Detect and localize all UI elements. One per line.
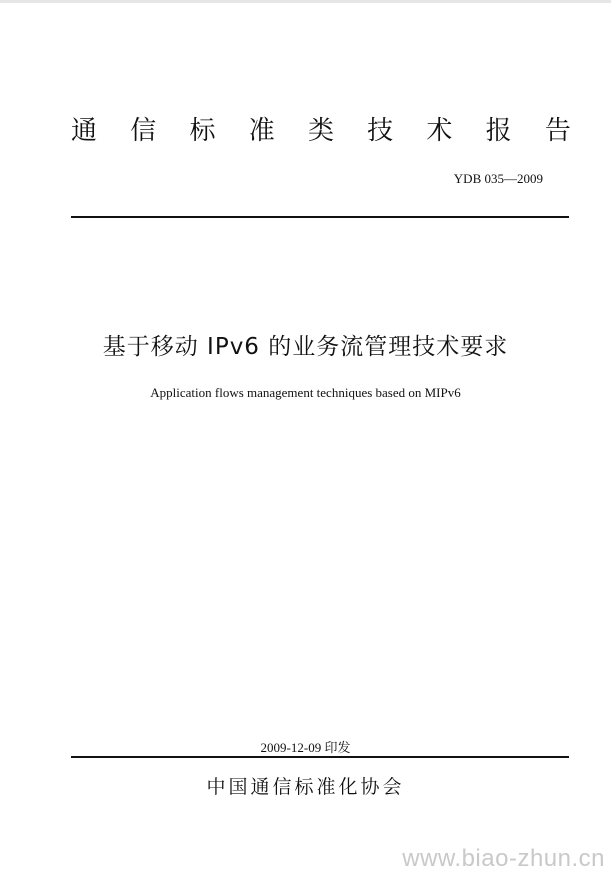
site-watermark: www.biao-zhun.cn (402, 845, 605, 872)
report-type-char: 告 (544, 116, 571, 146)
report-type-char: 信 (130, 116, 157, 146)
report-type-char: 术 (426, 116, 453, 146)
issuing-organization: 中国通信标准化协会 (206, 776, 405, 798)
document-title-chinese: 基于移动 IPv6 的业务流管理技术要求 (102, 334, 509, 360)
report-type-char: 准 (248, 116, 275, 146)
issue-date: 2009-12-09 印发 (260, 740, 351, 755)
page-top-border (0, 0, 611, 3)
document-number: YDB 035—2009 (453, 171, 543, 186)
document-title-english: Application flows management techniques based on MIPv6 (150, 385, 461, 400)
header-divider (71, 216, 569, 218)
report-type-char: 技 (367, 116, 394, 146)
report-type-char: 报 (485, 116, 512, 146)
report-type-char: 通 (71, 116, 98, 146)
report-type-char: 标 (189, 116, 216, 146)
report-type-char: 类 (307, 116, 334, 146)
report-type-heading (71, 113, 571, 149)
footer-divider (71, 756, 569, 758)
